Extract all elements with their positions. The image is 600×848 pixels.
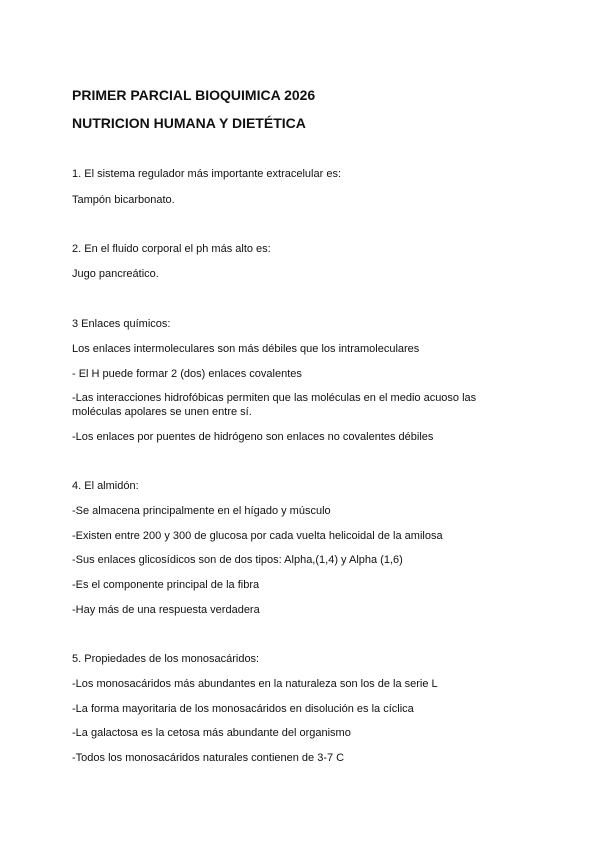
answer-5-2: -La forma mayoritaria de los monosacáridos en disolución es la cíclica bbox=[72, 703, 414, 715]
course-title: NUTRICION HUMANA Y DIETÉTICA bbox=[72, 115, 306, 131]
answer-1-1: Tampón bicarbonato. bbox=[72, 194, 175, 206]
question-2: 2. En el fluido corporal el ph más alto es: bbox=[72, 243, 271, 255]
question-4: 4. El almidón: bbox=[72, 480, 139, 492]
answer-4-4: -Es el componente principal de la fibra bbox=[72, 579, 260, 591]
question-3: 3 Enlaces químicos: bbox=[72, 318, 171, 330]
answer-4-5: -Hay más de una respuesta verdadera bbox=[72, 604, 260, 616]
answer-4-2: -Existen entre 200 y 300 de glucosa por cada vuelta helicoidal de la amilosa bbox=[72, 530, 443, 542]
answer-5-4: -Todos los monosacáridos naturales contienen de 3-7 C bbox=[72, 752, 345, 764]
question-5: 5. Propiedades de los monosacáridos: bbox=[72, 653, 260, 665]
exam-title: PRIMER PARCIAL BIOQUIMICA 2026 bbox=[72, 87, 316, 103]
answer-4-1: -Se almacena principalmente en el hígado y músculo bbox=[72, 505, 331, 517]
answer-3-3: -Las interacciones hidrofóbicas permiten que las moléculas en el medio acuoso las moléculas apolares se unen entre sí. bbox=[72, 392, 477, 418]
answer-4-3: -Sus enlaces glicosídicos son de dos tipos: Alpha,(1,4) y Alpha (1,6) bbox=[72, 554, 403, 566]
answer-5-3: -La galactosa es la cetosa más abundante del organismo bbox=[72, 727, 351, 739]
answer-3-2: - El H puede formar 2 (dos) enlaces covalentes bbox=[72, 368, 302, 380]
answer-3-4: -Los enlaces por puentes de hidrógeno son enlaces no covalentes débiles bbox=[72, 431, 434, 443]
answer-5-1: -Los monosacáridos más abundantes en la naturaleza son los de la serie L bbox=[72, 678, 438, 690]
question-1: 1. El sistema regulador más importante extracelular es: bbox=[72, 168, 342, 180]
answer-2-1: Jugo pancreático. bbox=[72, 268, 159, 280]
answer-3-1: Los enlaces intermoleculares son más débiles que los intramoleculares bbox=[72, 343, 420, 355]
